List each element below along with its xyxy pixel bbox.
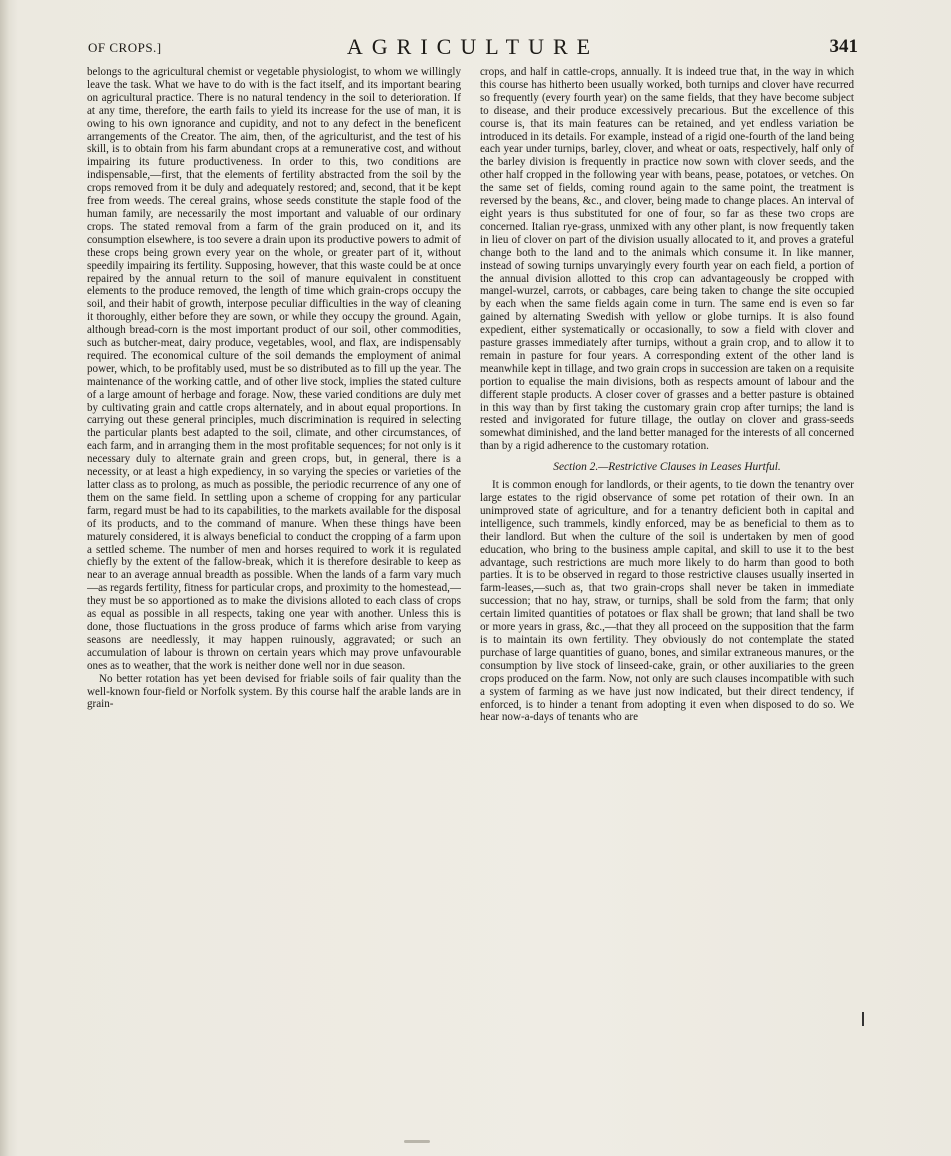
running-header: [88, 34, 858, 62]
right-paragraph: It is common enough for landlords, or their agents, to tie down the tenantry over large estates to the rigid observance of some pet rotation of their own. In an unimproved state of agriculture, and for a tenantry deficient both in capital and intelligence, such trammels, kindly enforced, may be as beneficial to them as to their landlord. But when the culture of the soil is undertaken by men of good education, who bring to the business ample capital, and skill to use it to the best advantage, such restrictions are much more likely to do harm than good to both parties. It is to be observed in regard to those restrictive clauses usually inserted in farm-leases,—such as, that two grain-crops shall never be taken in immediate succession; that no hay, straw, or turnips, shall be sold from the farm; that only certain limited quantities of potatoes or flax shall be grown; that land shall be two or more years in grass, &c.,—that they all proceed on the supposition that the farm is to maintain its own fertility. They obviously do not contemplate the stated purchase of large quantities of guano, bones, and similar extraneous manures, or the consumption by live stock of linseed-cake, grain, or other auxiliaries to the green crops produced on the farm. Now, not only are such clauses incompatible with such a system of farming as we have just now indicated, but their direct tendency, if enforced, is to hinder a tenant from adopting it even when disposed to do so. We hear now-a-days of tenants who are: [480, 479, 854, 724]
section-heading: Section 2.—Restrictive Clauses in Leases Hurtful.: [553, 461, 781, 474]
page-number: 341: [829, 36, 858, 57]
left-column: [87, 66, 461, 1126]
header-section-label: OF CROPS.]: [88, 40, 162, 55]
page-binding-edge: [0, 0, 10, 1156]
left-paragraph: No better rotation has yet been devised for friable soils of fair quality than the well-known four-field or Norfolk system. By this course half the arable lands are in grain-: [87, 672, 461, 711]
margin-mark: [862, 1012, 864, 1026]
page-smudge: [404, 1140, 430, 1143]
header-title: AGRICULTURE: [346, 34, 600, 59]
right-column: [480, 66, 854, 1126]
left-paragraph: belongs to the agricultural chemist or vegetable physiologist, to whom we willingly leave the task. What we have to do with is the fact itself, and its important bearing on agricultural practice. There is no natural tendency in the soil to deterioration. If at any time, therefore, the earth fails to yield its increase for the use of man, it is owing to his own ignorance and cupidity, and not to any defect in the beneficent arrangements of the Creator. The aim, then, of the agriculturist, and the test of his skill, is to obtain from his farm abundant crops at a remunerative cost, and without impairing its future productiveness. In order to this, two conditions are indispensable,—first, that the elements of fertility abstracted from the soil by the crops removed from it be duly and adequately restored; and, second, that it be kept free from weeds. The cereal grains, whose seeds constitute the staple food of the human family, are necessarily the most important and valuable of our ordinary crops. The stated removal from a farm of the grain produced on it, and its consumption elsewhere, is too severe a drain upon its productive powers to admit of these crops being grown every year on the whole, or greater part of it, without speedily impairing its fertility. Supposing, however, that this waste could be at once repaired by the annual return to the soil of manure equivalent in constituent elements to the produce removed, the length of time which grain-crops occupy the soil, and their habit of growth, interpose peculiar difficulties in the way of cleaning it thoroughly, either before they are sown, or while they occupy the ground. Again, although bread-corn is the most important product of our soil, other commodities, such as butcher-meat, dairy produce, vegetables, wool, and flax, are indispensably required. The economical culture of the soil demands the employment of animal power, which, to be profitably used, must be so distributed as to fill up the year. The maintenance of the working cattle, and of other live stock, implies the stated culture of a large amount of herbage and forage. Now, these varied conditions are duly met by cultivating grain and cattle crops alternately, and in about equal proportions. In carrying out these general principles, much discrimination is required in selecting the particular plants best adapted to the soil, climate, and other circumstances, of each farm, and in arranging them in the most profitable sequences; for not only is it necessary duly to alternate grain and green crops, but, in general, there is a necessity, or at least a high expediency, in so varying the species or varieties of the latter class as to prolong, as much as possible, the periodic recurrence of any one of them on the same field. In settling upon a scheme of cropping for any particular farm, regard must be had to its capabilities, to the markets available for the disposal of its products, and to the command of manure. When these things have been maturely considered, it is always beneficial to conduct the cropping of a farm upon a settled scheme. The number of men and horses required to work it is regulated chiefly by the extent of the fallow-break, which it is therefore desirable to keep as near to an average annual breadth as possible. When the lands of a farm vary much—as regards fertility, fitness for particular crops, and proximity to the homestead,—they must be so apportioned as to make the divisions alloted to each class of crops as equal as possible in all respects, taking one year with another. Unless this is done, those fluctuations in the gross produce of farms which arise from varying seasons are needlessly, it may happen ruinously, aggravated; or such an accumulation of labour is thrown on certain years which may prove unfavourable ones as to weather, that the work is neither done well nor in due season.: [87, 66, 461, 672]
right-paragraph: crops, and half in cattle-crops, annually. It is indeed true that, in the way in which this course has hitherto been usually worked, both turnips and clover have recurred so frequently (every fourth year) on the same fields, that they have become subject to disease, and their produce excessively precarious. But the excellence of this course is, that its main features can be retained, and yet endless variation be introduced in its details. For example, instead of a rigid one-fourth of the land being each year under turnips, barley, clover, and wheat or oats, respectively, half only of the barley division is frequently in practice now sown with clover seeds, and the other half cropped in the following year with beans, pease, potatoes, or vetches. On the same set of fields, coming round again to the same point, the treatment is reversed by the beans, &c., and clover, being made to change places. An interval of eight years is thus substituted for one of four, so far as these two crops are concerned. Italian rye-grass, unmixed with any other plant, is now frequently taken in lieu of clover on part of the division usually allocated to it, and proves a grateful change both to the land and to the animals which consume it. In like manner, instead of sowing turnips unvaryingly every fourth year on each field, a portion of the annual division allotted to this crop can advantageously be cropped with mangel-wurzel, carrots, or cabbages, care being taken to change the site occupied by each when the same fields again come in turn. The same end is even so far gained by alternating Swedish with yellow or globe turnips. It is also found expedient, either systematically or occasionally, to sow a field with clover and pasture grasses immediately after turnips, without a grain crop, and to allow it to remain in pasture for four years. A corresponding extent of the other land is meanwhile kept in tillage, and two grain crops in succession are taken on a requisite portion to equalise the main divisions, both as respects amount of labour and the different staple products. A closer cover of grasses and a better pasture is obtained in this way than by first taking the customary grain crop after turnips; the land is rested and invigorated for future tillage, the outlay on clover and grass-seeds somewhat diminished, and the land better managed for the interests of all concerned than by a rigid adherence to the customary rotation.: [480, 66, 854, 453]
